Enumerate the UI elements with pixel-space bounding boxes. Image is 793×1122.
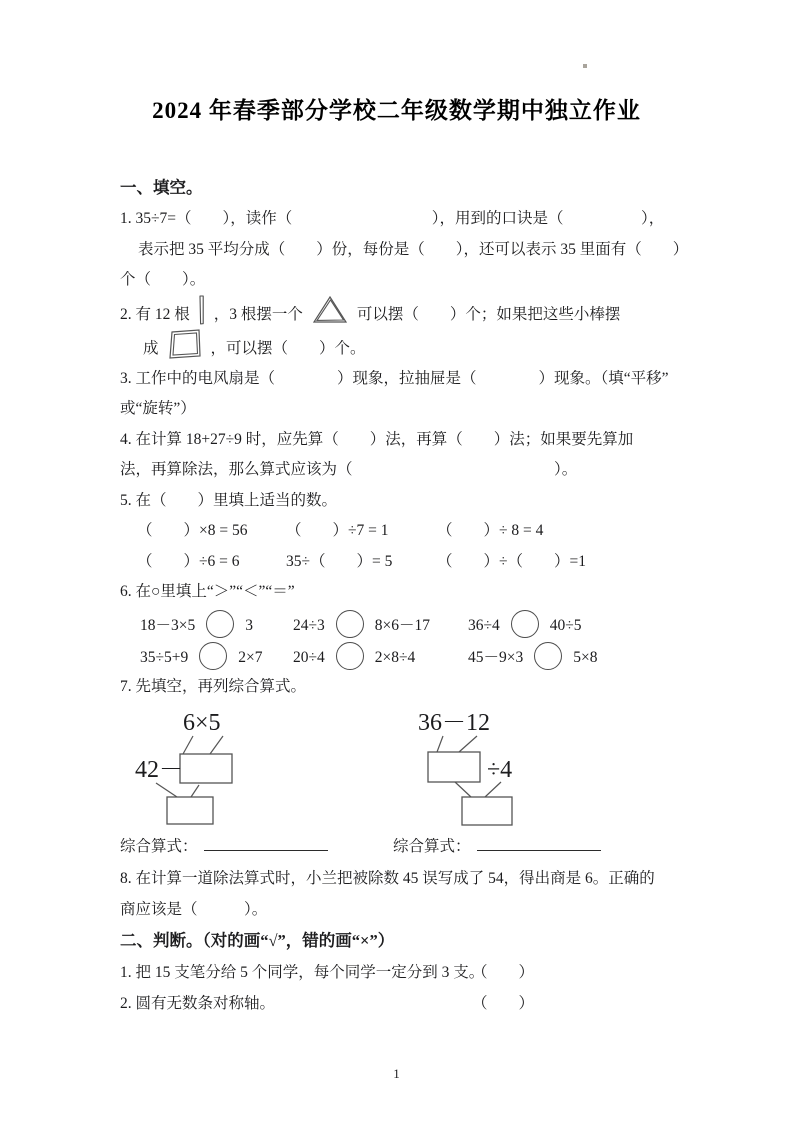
judge-answer-blank: （ ） [472, 995, 535, 1012]
blank-box [180, 754, 232, 783]
connector-line [210, 736, 223, 754]
diagram-top-expression: 6×5 [183, 710, 221, 736]
q5-equation: （ ）÷ 8 = 4 [437, 522, 544, 539]
blank-box [462, 797, 512, 825]
q5-equation: （ ）÷7 = 1 [286, 522, 389, 539]
question-5-heading: 5. 在（ ）里填上适当的数。 [120, 491, 338, 509]
question-1-line-1: 1. 35÷7=（ ），读作（ ），用到的口诀是（ ）， [120, 210, 665, 227]
q6-right-expr: 40÷5 [549, 616, 582, 634]
question-5-row-1 [120, 516, 680, 547]
connector-line [459, 736, 477, 752]
answer-blank-line [204, 836, 328, 851]
question-2-text-3: 可以摆（ ）个；如果把这些小棒摆 [356, 305, 621, 323]
blank-box [167, 797, 213, 824]
question-6-heading: 6. 在○里填上“＞”“＜”“＝” [120, 583, 295, 600]
composite-expression-row [120, 832, 680, 864]
judge-answer-blank: （ ） [472, 964, 535, 981]
connector-line [455, 782, 471, 797]
question-2-text-1: 2. 有 12 根 [120, 305, 190, 323]
question-3-line-2: 或“旋转”） [120, 400, 196, 417]
stick-icon [190, 295, 214, 330]
q6-right-expr: 2×7 [238, 648, 263, 666]
composite-expression-right [393, 832, 601, 862]
q6-left-expr: 24÷3 [293, 616, 325, 634]
question-3-line-1: 3. 工作中的电风扇是（ ）现象，拉抽屉是（ ）现象。（填“平移” [120, 369, 669, 387]
tree-diagram-right [415, 704, 645, 826]
worksheet-content [120, 172, 689, 1019]
q6-right-expr: 2×8÷4 [374, 648, 416, 666]
q6-comparison [140, 642, 293, 670]
q6-right-expr: 8×6－17 [374, 616, 431, 634]
section-1-heading: 一、填空。 [120, 178, 203, 197]
q6-comparison [140, 610, 293, 638]
diagram-top-expression: 36－12 [418, 710, 490, 736]
question-8-line-1: 8. 在计算一道除法算式时，小兰把被除数 45 误写成了 54，得出商是 6。正确的 [120, 870, 655, 887]
q6-comparison [468, 610, 582, 638]
q5-equation: 35÷（ ）= 5 [286, 552, 393, 570]
question-7-diagrams [135, 704, 680, 826]
question-8-line-2: 商应该是（ ）。 [120, 900, 268, 918]
question-7-heading: 7. 先填空，再列综合算式。 [120, 677, 307, 695]
judge-question-1 [120, 957, 680, 988]
judge-question-2 [120, 988, 680, 1019]
square-icon [159, 326, 211, 367]
q5-equation: （ ）÷6 = 6 [137, 552, 240, 570]
connector-line [156, 783, 177, 797]
composite-expression-left [120, 832, 328, 862]
q6-right-expr: 3 [245, 616, 253, 634]
question-4-line-2: 法，再算除法，那么算式应该为（ ）。 [120, 461, 578, 478]
triangle-icon [303, 294, 357, 331]
circle-placeholder-icon [336, 610, 364, 638]
q6-comparison [468, 642, 598, 670]
connector-line [437, 736, 443, 752]
page-number: 1 [393, 1066, 400, 1081]
diagram-gap [365, 704, 415, 826]
q5-equation: （ ）×8 = 56 [137, 522, 248, 539]
question-2-text-5: ，可以摆（ ）个。 [210, 339, 366, 357]
circle-placeholder-icon [206, 610, 234, 638]
circle-placeholder-icon [511, 610, 539, 638]
connector-line [191, 785, 199, 797]
q6-left-expr: 20÷4 [293, 648, 325, 666]
q6-right-expr: 5×8 [573, 648, 598, 666]
composite-expression-label: 综合算式： [393, 838, 471, 855]
section-2-heading: 二、判断。（对的画“√”，错的画“×”） [120, 931, 395, 950]
diagram-side-expression: ÷4 [487, 757, 513, 783]
connector-line [183, 736, 193, 754]
judge-question-text: 2. 圆有无数条对称轴。 [120, 995, 276, 1012]
blank-box [428, 752, 480, 782]
question-6-row-2 [120, 640, 680, 672]
circle-placeholder-icon [336, 642, 364, 670]
judge-question-text: 1. 把 15 支笔分给 5 个同学，每个同学一定分到 3 支。 [120, 964, 485, 981]
scan-speck [583, 64, 587, 68]
q6-comparison [293, 610, 468, 638]
question-1-line-2: 表示把 35 平均分成（ ）份，每份是（ ），还可以表示 35 里面有（ ） [138, 240, 689, 258]
q6-left-expr: 36÷4 [468, 616, 500, 634]
question-4-line-1: 4. 在计算 18+27÷9 时，应先算（ ）法，再算（ ）法；如果要先算加 [120, 430, 634, 448]
circle-placeholder-icon [199, 642, 227, 670]
q6-comparison [293, 642, 468, 670]
question-6-row-1 [120, 608, 680, 640]
question-1-line-3: 个（ ）。 [120, 271, 206, 288]
q6-left-expr: 35÷5+9 [140, 648, 189, 666]
question-2-text-2: ，3 根摆一个 [213, 305, 303, 323]
question-2-line-1 [120, 296, 680, 330]
tree-diagram-left [135, 704, 365, 826]
question-5-row-2 [120, 547, 680, 578]
answer-blank-line [477, 836, 601, 851]
q6-left-expr: 18－3×5 [140, 616, 196, 634]
connector-line [485, 782, 501, 797]
circle-placeholder-icon [534, 642, 562, 670]
q5-equation: （ ）÷（ ）=1 [437, 552, 586, 570]
q6-left-expr: 45－9×3 [468, 648, 524, 666]
composite-expression-label: 综合算式： [120, 838, 198, 855]
question-2-line-2 [120, 330, 680, 364]
diagram-side-expression: 42－ [135, 757, 183, 783]
question-2-text-4: 成 [143, 339, 159, 357]
page-title: 2024 年春季部分学校二年级数学期中独立作业 [152, 98, 641, 123]
